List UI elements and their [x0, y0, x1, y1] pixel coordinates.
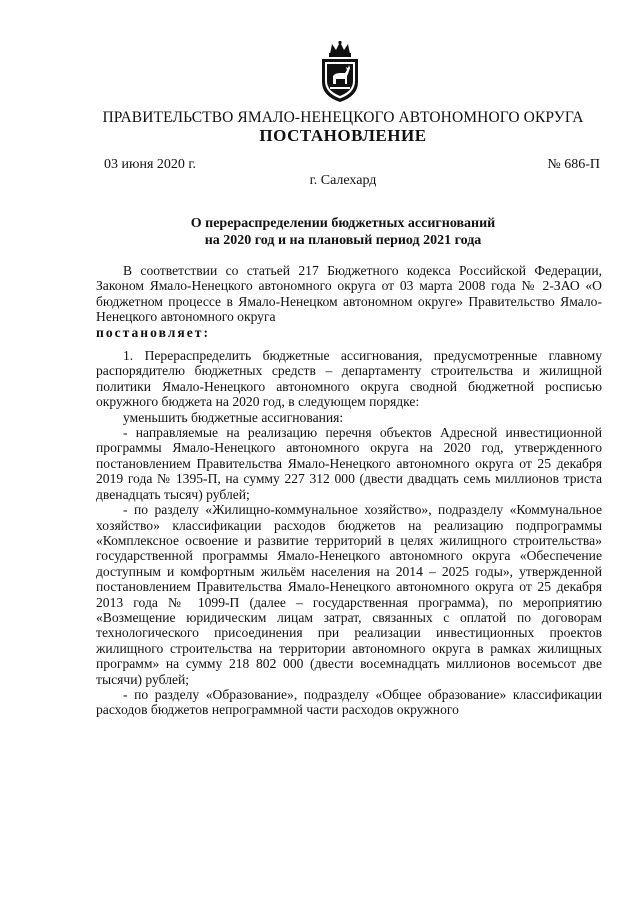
paragraph-5: - по разделу «Образование», подразделу «Общее образование» классификации расходов бюджетов непрограммной части расходов окружного — [96, 686, 602, 718]
government-name: ПРАВИТЕЛЬСТВО ЯМАЛО-НЕНЕЦКОГО АВТОНОМНОГО ОКРУГА — [102, 109, 584, 126]
document-title — [96, 215, 590, 249]
coat-of-arms-icon — [316, 40, 364, 104]
document-type: ПОСТАНОВЛЕНИЕ — [259, 126, 427, 145]
intro-text: В соответствии со статьей 217 Бюджетного кодекса Российской Федерации, Законом Ямало-Ненецкого автономного округа от 03 марта 2008 года № 2-ЗАО «О бюджетном процессе в Ямало-Ненецком автономном округе» Правительство Ямало-Ненецкого автономного округа — [96, 263, 602, 325]
title-line-2: на 2020 год и на плановый период 2021 года — [204, 233, 482, 248]
paragraph-2: уменьшить бюджетные ассигнования: — [123, 409, 344, 425]
paragraph-4: - по разделу «Жилищно-коммунальное хозяйство», подразделу «Коммунальное хозяйство» классификации расходов бюджетов на реализацию подпрограммы «Комплексное освоение и развитие территорий в целях жилищного строительства» государственной программы Ямало-Ненецкого автономного округа «Обеспечение доступным и комфортным жильём населения на 2014 – 2025 годы», утвержденной постановлением Правительства Ямало-Ненецкого автономного округа от 25 декабря 2013 года № 1099-П (далее – государственная программа), по мероприятию «Возмещение юридическим лицам затрат, связанных с оплатой по договорам технологического присоединения при реализации инвестиционных проектов жилищного строительства на территории автономного округа в рамках жилищных программ» на сумму 218 802 000 (двести восемнадцать миллионов восемьсот две тысячи) рублей; — [96, 502, 602, 687]
resolves-keyword: постановляет: — [96, 324, 210, 340]
title-line-1: О перераспределении бюджетных ассигнований — [190, 216, 496, 231]
paragraph-1: 1. Перераспределить бюджетные ассигнования, предусмотренные главному распорядителю бюджетных средств – департаменту строительства и жилищной политики Ямало-Ненецкого автономного округа сводной бюджетной росписью окружного бюджета на 2020 год, в следующем порядке: — [96, 348, 602, 410]
document-city: г. Салехард — [309, 173, 377, 188]
document-date: 03 июня 2020 г. — [104, 157, 197, 172]
document-body — [96, 263, 602, 718]
coat-of-arms-emblem — [316, 40, 364, 104]
paragraph-3: - направляемые на реализацию перечня объектов Адресной инвестиционной программы Ямало-Ненецкого автономного округа на 2020 год, утвержденного постановлением Правительства Ямало-Ненецкого автономного округа от 25 декабря 2019 года № 1395-П, на сумму 227 312 000 (двести двадцать семь миллионов триста двенадцать тысяч) рублей; — [96, 425, 602, 502]
document-number: № 686-П — [547, 157, 600, 172]
intro-paragraph — [96, 263, 602, 340]
